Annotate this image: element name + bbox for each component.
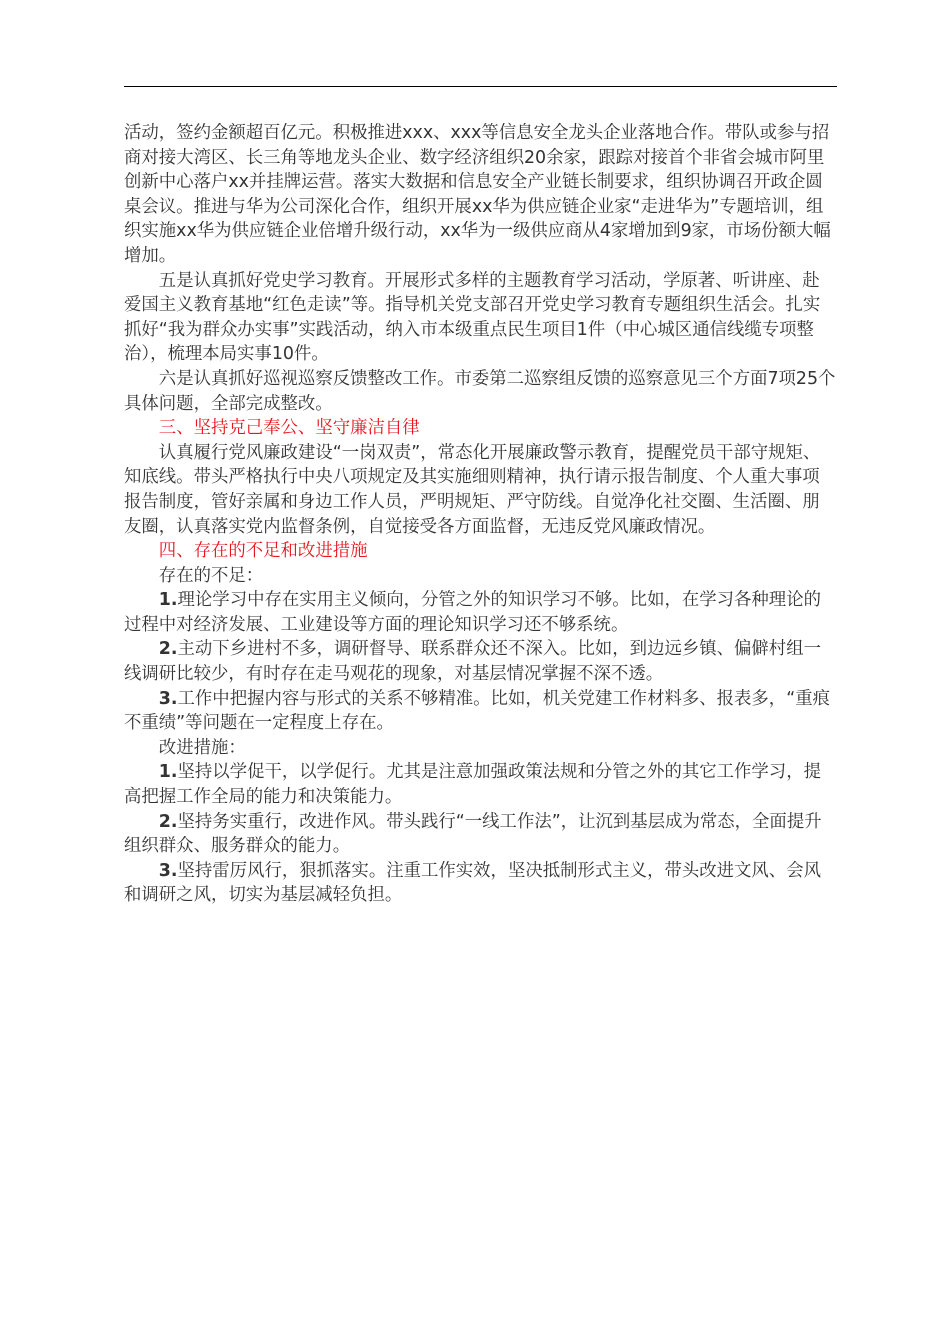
item-number: 1.: [158, 762, 178, 783]
shortcomings-label: 存在的不足：: [158, 565, 264, 586]
paragraph-integrity: 认真履行党风廉政建设“一岗双责”，常态化开展廉政警示教育，提醒党员干部守规矩、知底线。带头严格执行中央八项规定及其实施细则精神，执行请示报告制度、个人重大事项报告制度，管好亲属和身边工作人员，严明规矩、严守防线。自觉净化社交圈、生活圈、朋友圈，认真落实党内监督条例，自觉接受各方面监督，无违反党风廉政情况。: [124, 442, 821, 537]
paragraph-continuation: 活动，签约金额超百亿元。积极推进xxx、xxx等信息安全龙头企业落地合作。带队或参与招商对接大湾区、长三角等地龙头企业、数字经济组织20余家，跟踪对接首个非省会城市阿里创新中心落户xx并挂牌运营。落实大数据和信息安全产业链长制要求，组织协调召开政企圆桌会议。推进与华为公司深化合作，组织开展xx华为供应链企业家“走进华为”专题培训，组织实施xx华为供应链企业倍增升级行动，xx华为一级供应商从4家增加到9家，市场份额大幅增加。: [124, 123, 831, 266]
document-body: [124, 121, 837, 908]
item-text: 坚持以学促干，以学促行。尤其是注意加强政策法规和分管之外的其它工作学习，提高把握工作全局的能力和决策能力。: [124, 762, 821, 808]
shortcoming-item: [124, 637, 837, 686]
measure-item: [124, 760, 837, 809]
measure-item: [124, 859, 837, 908]
header-rule: [124, 86, 837, 87]
section-heading-shortcomings: 四、存在的不足和改进措施: [158, 541, 368, 562]
item-text: 主动下乡进村不多，调研督导、联系群众还不深入。比如，到边远乡镇、偏僻村组一线调研比较少，有时存在走马观花的现象，对基层情况掌握不深不透。: [124, 639, 821, 685]
item-number: 2.: [158, 811, 178, 832]
measures-label: 改进措施：: [158, 737, 246, 758]
item-text: 理论学习中存在实用主义倾向，分管之外的知识学习不够。比如，在学习各种理论的过程中对经济发展、工业建设等方面的理论知识学习还不够系统。: [124, 590, 821, 635]
item-text: 坚持务实重行，改进作风。带头践行“一线工作法”，让沉到基层成为常态，全面提升组织群众、服务群众的能力。: [124, 811, 822, 857]
item-number: 3.: [158, 688, 178, 709]
item-text: 坚持雷厉风行，狠抓落实。注重工作实效，坚决抵制形式主义，带头改进文风、会风和调研之风，切实为基层减轻负担。: [124, 860, 821, 906]
paragraph-party-history: 五是认真抓好党史学习教育。开展形式多样的主题教育学习活动，学原著、听讲座、赴爱国主义教育基地“红色走读”等。指导机关党支部召开党史学习教育专题组织生活会。扎实抓好“我为群众办实事”实践活动，纳入市本级重点民生项目1件（中心城区通信线缆专项整治），梳理本局实事10件。: [124, 270, 821, 365]
item-number: 3.: [158, 860, 178, 881]
shortcoming-item: [124, 687, 837, 736]
shortcoming-item: [124, 588, 837, 637]
measure-item: [124, 810, 837, 859]
item-number: 2.: [158, 639, 178, 660]
item-text: 工作中把握内容与形式的关系不够精准。比如，机关党建工作材料多、报表多，“重痕不重绩”等问题在一定程度上存在。: [124, 688, 830, 734]
section-heading-integrity: 三、坚持克己奉公、坚守廉洁自律: [158, 418, 420, 439]
paragraph-inspection: 六是认真抓好巡视巡察反馈整改工作。市委第二巡察组反馈的巡察意见三个方面7项25个具体问题，全部完成整改。: [124, 368, 836, 414]
item-number: 1.: [158, 590, 178, 611]
